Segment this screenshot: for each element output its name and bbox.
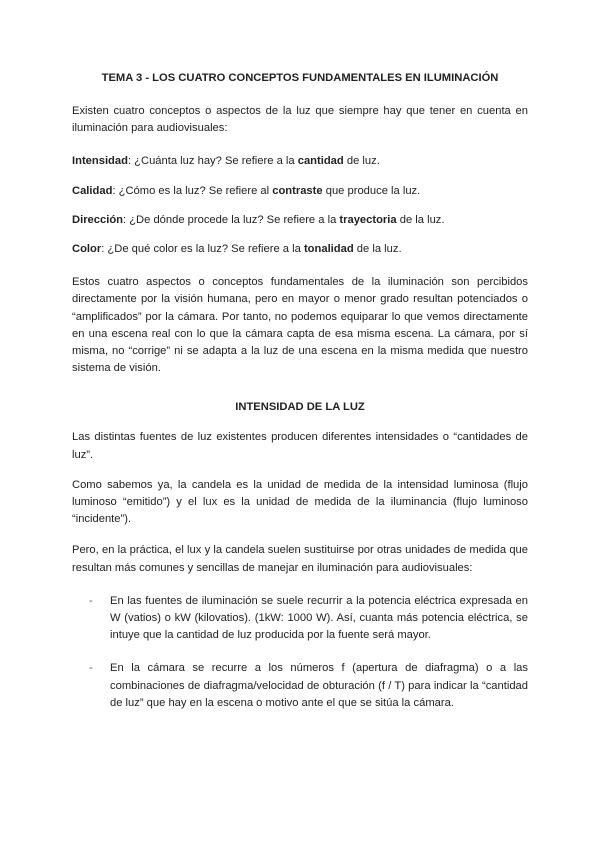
concept-keyword: contraste [272, 184, 323, 197]
section-paragraph: Pero, en la práctica, el lux y la candela suelen sustituirse por otras unidades de medida que resultan más comunes y sencillas de manejar en iluminación para audiovisuales: [72, 544, 528, 574]
concept-keyword: cantidad [297, 155, 344, 168]
concept-keyword: tonalidad [303, 243, 354, 256]
concept-text: : ¿Cuánta luz hay? Se refiere a la [127, 155, 298, 168]
list-item [72, 593, 528, 645]
bullet-list [72, 593, 528, 712]
list-item [72, 660, 528, 712]
concept-text: : ¿De dónde procede la luz? Se refiere a la [122, 213, 340, 226]
concept-text: de luz. [343, 155, 380, 168]
bullet-dash: - [89, 662, 93, 675]
section-title: INTENSIDAD DE LA LUZ [235, 401, 365, 414]
concept-term: Dirección [72, 213, 123, 226]
concept-term: Color [72, 243, 102, 256]
concept-calidad [72, 183, 528, 200]
concept-color [72, 241, 528, 258]
intro-paragraph: Existen cuatro conceptos o aspectos de la luz que siempre hay que tener en cuenta en iluminación para audiovisuales: [72, 105, 528, 135]
document-title: TEMA 3 - LOS CUATRO CONCEPTOS FUNDAMENTALES EN ILUMINACIÓN [101, 72, 499, 84]
list-item-text: En la cámara se recurre a los números f (apertura de diafragma) o a las combinaciones de diafragma/velocidad de obturación (f / T) para indicar la “cantidad de luz” que hay en la escena o motivo ante el que se sitúa la cámara. [110, 662, 528, 709]
section-paragraph: Como sabemos ya, la candela es la unidad de medida de la intensidad luminosa (flujo luminoso “emitido”) y el lux es la unidad de medida de la iluminancia (flujo luminoso “incidente”). [72, 478, 528, 526]
summary-paragraph: Estos cuatro aspectos o conceptos fundamentales de la iluminación son percibidos directamente por la visión humana, pero en mayor o menor grado resultan potenciados o “amplificados” por la cámara. Por tanto, no podemos equiparar lo que vemos directamente en una escena real con lo que la cámara capta de esa misma escena. La cámara, por sí misma, no “corrige” ni se adapta a la luz de una escena en la misma medida que nuestro sistema de visión. [72, 276, 528, 375]
concept-intensidad [72, 153, 528, 170]
concept-keyword: trayectoria [339, 213, 397, 226]
concept-text: de la luz. [353, 243, 402, 256]
concept-text: que produce la luz. [322, 184, 421, 197]
concept-text: : ¿Cómo es la luz? Se refiere al [112, 184, 273, 197]
concept-text: de la luz. [396, 213, 445, 226]
concept-term: Intensidad [72, 155, 128, 168]
concept-direccion [72, 212, 528, 229]
list-item-text: En las fuentes de iluminación se suele recurrir a la potencia eléctrica expresada en W (vatios) o kW (kilovatios). (1kW: 1000 W). Así, cuanta más potencia eléctrica, se intuye que la cantidad de luz producida por la fuente será mayor. [110, 594, 528, 642]
section-paragraph: Las distintas fuentes de luz existentes producen diferentes intensidades o “cantidades de luz”. [72, 431, 528, 461]
bullet-dash: - [89, 594, 93, 607]
concept-term: Calidad [72, 184, 113, 197]
concept-text: : ¿De qué color es la luz? Se refiere a la [101, 243, 304, 256]
